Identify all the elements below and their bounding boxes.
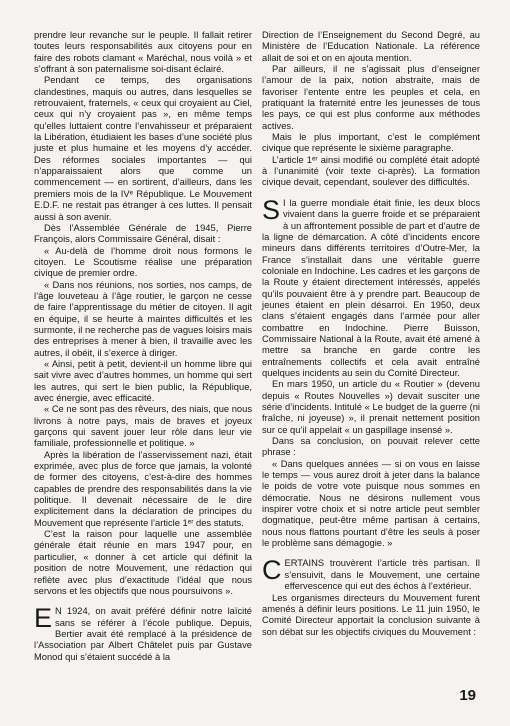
quotation: « Dans quelques années — si on vous en laisse le temps — vous aurez droit à jeter dans la balance le poids de votre vote puisque nous sommes en démocratie. Nous ne désirons nullement vous inspirer votre choix et si notre article peut sembler dogmatique, peut-être même partisan à certains, nous nous flattons pourtant d’être les seuls à poser le problème sans démagogie. »	[262, 458, 480, 549]
section-paragraph-text: N 1924, on avait préféré définir notre laïcité sans se référer à l’école publique. Depuis, Bertier avait été remplacé à la présidence de l’Association par Albert Châtelet puis par Gustave Monod qui s’étaient succédé à la	[34, 606, 252, 662]
paragraph: Direction de l’Enseignement du Second Degré, au Ministère de l’Education Nationale. La référence allait de soi et on en ajouta mention.	[262, 30, 480, 63]
paragraph: Dès l’Assemblée Générale de 1945, Pierre François, alors Commissaire Général, disait :	[34, 222, 252, 245]
paragraph: Pendant ce temps, des organisations clandestines, maquis ou autres, dans lesquelles se retrouvaient, fraternels, « ceux qui croyaient au Ciel, ceux qui n’y croyaient pas », en même temps qu’elles luttaient contre l’envahisseur et préparaient la Libération, étudiaient les bases d’une société plus juste et plus humaine et les moyens d’y accéder. Des réformes sociales importantes — qui n’apparaissaient alors que comme un commencement — en sortirent, d’ailleurs, dans les premiers mois de la IVᵉ République. Le Mouvement E.D.F. ne restait pas étranger à ces luttes. Il pensait aussi à son avenir.	[34, 75, 252, 222]
paragraph: Dans sa conclusion, on pouvait relever cette phrase :	[262, 436, 480, 458]
paragraph: « Ainsi, petit à petit, devient-il un homme libre qui sait vivre avec d’autres hommes, un homme qui sert les autres, qui sert le bien public, la République, avec énergie, avec efficacité.	[34, 358, 252, 403]
section-paragraph-text: I la guerre mondiale était finie, les deux blocs vivaient dans la guerre froide et se préparaient à un affrontement possible de part et d’autre de la ligne de démarcation. A côté d’incidents encore mineurs dans différents territoires d’Outre-Mer, la France s’installait dans une véritable guerre coloniale en Indochine. Les cadres et les garçons de la Route y étaient directement intéressés, appelés qu’ils pouvaient être à y prendre part. Beaucoup de jeunes étaient en plein désarroi. En 1950, deux clans s’étaient engagés dans l’armée pour aller combattre en Indochine. Pierre Buisson, Commissaire National à la Route, avait été amené à mettre sa branche en garde contre les entraînements collectifs et cela avait entraîné quelques incidents au sein du Comité Directeur.	[262, 197, 480, 378]
drop-cap: C	[262, 555, 282, 586]
paragraph: « Au-delà de l’homme droit nous formons le citoyen. Le Scoutisme réalise une préparation civique de premier ordre.	[34, 245, 252, 279]
section-paragraph-text: ERTAINS trouvèrent l’article très partisan. Il s’ensuivit, dans le Mouvement, une certaine effervescence qui eut des échos à l’extérieur.	[284, 558, 480, 592]
paragraph: En mars 1950, un article du « Routier » (devenu depuis « Routes Nouvelles ») devait susciter une série d’incidents. Intitulé « Le budget de la guerre (ni fraîche, ni joyeuse) », il prenait nettement position sur ce qu’il appelait « un gaspillage insensé ».	[262, 379, 480, 435]
paragraph: Les organismes directeurs du Mouvement furent amenés à définir leurs positions. Le 11 juin 1950, le Comité Directeur apportait la conclusion suivante à son débat sur les objectifs civiques du Mouvement :	[262, 592, 480, 637]
section-paragraph	[262, 555, 480, 592]
paragraph: Mais le plus important, c’est le complément civique que représente le sixième paragraphe.	[262, 132, 480, 154]
section-paragraph	[34, 603, 252, 663]
page-number: 19	[459, 687, 476, 704]
right-column	[262, 30, 480, 638]
paragraph: Après la libération de l’asservissement nazi, était exprimée, avec plus de force que jamais, la volonté de former des citoyens, c’est-à-dire des hommes capables de prendre des responsabilités dans la vie politique. Il devenait nécessaire de le dire explicitement dans la déclaration de principes du Mouvement que représente l’article 1ᵉʳ des statuts.	[34, 449, 252, 528]
paragraph: C’est la raison pour laquelle une assemblée générale était réunie en mars 1947 pour, en particulier, « donner à cet article qui définit la position de notre Mouvement, une rédaction qui reflète avec plus d’exactitude l’idéal que nous servons et les objectifs que nous poursuivons ».	[34, 529, 252, 596]
left-column	[34, 30, 252, 663]
paragraph: Par ailleurs, il ne s’agissait plus d’enseigner l’amour de la paix, notion abstraite, mais de favoriser l’entente entre les peuples et cela, en pratiquant la fraternité entre les jeunesses de tous les pays, ce qui est plus conforme aux méthodes actives.	[262, 64, 480, 131]
section-paragraph	[262, 194, 480, 380]
paragraph: « Ce ne sont pas des rêveurs, des niais, que nous livrons à notre pays, mais de braves et joyeux garçons qui savent jouer leur rôle dans leur vie familiale, professionnelle et politique. »	[34, 404, 252, 449]
paragraph: « Dans nos réunions, nos sorties, nos camps, de l’âge louveteau à l’âge routier, le garçon ne cesse de faire l’apprentissage du métier de citoyen. Il agit en équipe, il se heurte à maintes difficultés et les surmonte, il ne recherche pas de vagues loisirs mais des entreprises à mener à bien, il travaille avec les autres, il obéit, il s’exerce à diriger.	[34, 279, 252, 358]
drop-cap: E	[34, 603, 53, 634]
paragraph: prendre leur revanche sur le peuple. Il fallait retirer toutes leurs responsabilités aux citoyens pour en faire des robots clamant « Maréchal, nous voilà » et s’offrant à son paternalisme soi-disant éclairé.	[34, 30, 252, 75]
drop-cap: S	[262, 194, 281, 225]
paragraph: L’article 1ᵉʳ ainsi modifié ou complété était adopté à l’unanimité (voir texte ci-après). La formation civique devait, cependant, soulever des difficultés.	[262, 154, 480, 188]
